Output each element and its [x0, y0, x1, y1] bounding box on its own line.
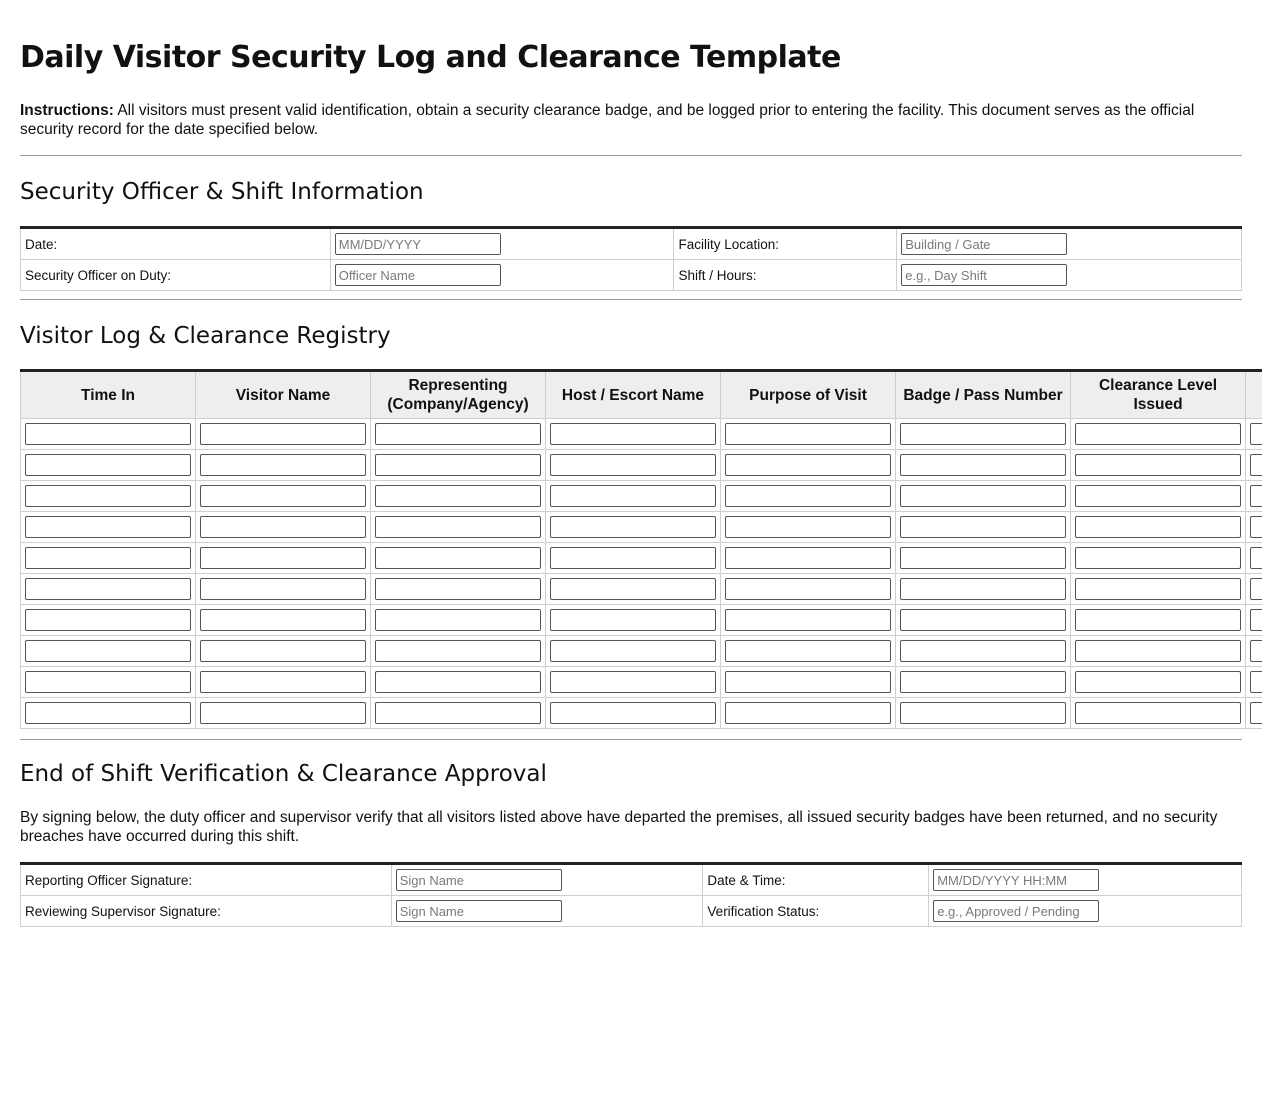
column-header [1246, 371, 1262, 419]
column-header: Clearance Level Issued [1071, 371, 1246, 419]
section-heading-visitor-log: Visitor Log & Clearance Registry [20, 323, 391, 349]
log-cell-input[interactable] [375, 516, 541, 538]
log-cell-input[interactable] [550, 702, 716, 724]
log-cell-input[interactable] [1250, 547, 1262, 569]
verification-status-input[interactable] [933, 900, 1099, 922]
log-cell-input[interactable] [725, 609, 891, 631]
log-cell-input[interactable] [1250, 454, 1262, 476]
facility-location-input[interactable] [901, 233, 1067, 255]
log-cell-input[interactable] [900, 547, 1066, 569]
log-cell-input[interactable] [25, 702, 191, 724]
date-time-input[interactable] [933, 869, 1099, 891]
divider [20, 739, 1242, 740]
visitor-log-body [21, 419, 1262, 729]
table-row [21, 543, 1262, 574]
visitor-log-header-row [21, 371, 1262, 419]
facility-location-label: Facility Location: [674, 228, 897, 260]
verification-table [20, 862, 1242, 927]
log-cell-input[interactable] [25, 485, 191, 507]
info-row [21, 228, 1242, 260]
log-cell-input[interactable] [375, 547, 541, 569]
reporting-officer-signature-input[interactable] [396, 869, 562, 891]
log-cell-input[interactable] [1075, 640, 1241, 662]
instructions-text [20, 101, 1242, 139]
log-cell-input[interactable] [900, 609, 1066, 631]
shift-hours-input[interactable] [901, 264, 1067, 286]
log-cell-input[interactable] [1075, 609, 1241, 631]
log-cell-input[interactable] [200, 516, 366, 538]
log-cell-input[interactable] [200, 609, 366, 631]
table-row [21, 605, 1262, 636]
date-label: Date: [21, 228, 331, 260]
log-cell-input[interactable] [725, 485, 891, 507]
reviewing-supervisor-signature-label: Reviewing Supervisor Signature: [21, 896, 392, 927]
log-cell-input[interactable] [375, 671, 541, 693]
log-cell-input[interactable] [725, 423, 891, 445]
log-cell-input[interactable] [200, 640, 366, 662]
log-cell-input[interactable] [1250, 609, 1262, 631]
table-row [21, 512, 1262, 543]
column-header: Visitor Name [196, 371, 371, 419]
log-cell-input[interactable] [1250, 702, 1262, 724]
verification-status-label: Verification Status: [703, 896, 929, 927]
log-cell-input[interactable] [550, 516, 716, 538]
log-cell-input[interactable] [1075, 454, 1241, 476]
log-cell-input[interactable] [375, 578, 541, 600]
reporting-officer-signature-label: Reporting Officer Signature: [21, 864, 392, 896]
log-cell-input[interactable] [25, 609, 191, 631]
log-cell-input[interactable] [25, 578, 191, 600]
log-cell-input[interactable] [550, 671, 716, 693]
instructions-label: Instructions: [20, 102, 114, 119]
verification-statement: By signing below, the duty officer and supervisor verify that all visitors listed above have departed the premises, all issued security badges have been returned, and no security breaches have occurred during this shift. [20, 809, 1218, 845]
log-cell-input[interactable] [900, 671, 1066, 693]
log-cell-input[interactable] [550, 640, 716, 662]
log-cell-input[interactable] [25, 454, 191, 476]
log-cell-input[interactable] [25, 671, 191, 693]
table-row [21, 667, 1262, 698]
column-header: Host / Escort Name [546, 371, 721, 419]
section-heading-officer: Security Officer & Shift Information [20, 179, 424, 205]
visitor-log-scroll-area [20, 369, 1262, 731]
officer-on-duty-label: Security Officer on Duty: [21, 260, 331, 291]
log-cell-input[interactable] [375, 454, 541, 476]
log-cell-input[interactable] [900, 423, 1066, 445]
table-row [21, 574, 1262, 605]
column-header: Badge / Pass Number [896, 371, 1071, 419]
log-cell-input[interactable] [375, 609, 541, 631]
log-cell-input[interactable] [725, 671, 891, 693]
log-cell-input[interactable] [200, 485, 366, 507]
log-cell-input[interactable] [200, 578, 366, 600]
info-row [21, 260, 1242, 291]
log-cell-input[interactable] [900, 640, 1066, 662]
log-cell-input[interactable] [1075, 516, 1241, 538]
log-cell-input[interactable] [900, 485, 1066, 507]
log-cell-input[interactable] [900, 454, 1066, 476]
log-cell-input[interactable] [25, 423, 191, 445]
table-row [21, 481, 1262, 512]
divider [20, 299, 1242, 300]
divider [20, 155, 1242, 156]
log-cell-input[interactable] [725, 454, 891, 476]
log-cell-input[interactable] [550, 454, 716, 476]
log-cell-input[interactable] [25, 640, 191, 662]
log-cell-input[interactable] [1250, 671, 1262, 693]
log-cell-input[interactable] [1250, 640, 1262, 662]
shift-hours-label: Shift / Hours: [674, 260, 897, 291]
log-cell-input[interactable] [550, 423, 716, 445]
log-cell-input[interactable] [25, 547, 191, 569]
verification-row [21, 896, 1242, 927]
log-cell-input[interactable] [1250, 578, 1262, 600]
column-header: Time In [21, 371, 196, 419]
log-cell-input[interactable] [725, 547, 891, 569]
log-cell-input[interactable] [725, 702, 891, 724]
log-cell-input[interactable] [200, 671, 366, 693]
log-cell-input[interactable] [1250, 516, 1262, 538]
log-cell-input[interactable] [900, 702, 1066, 724]
log-cell-input[interactable] [1075, 671, 1241, 693]
log-cell-input[interactable] [550, 578, 716, 600]
column-header: Representing (Company/Agency) [371, 371, 546, 419]
log-cell-input[interactable] [375, 423, 541, 445]
log-cell-input[interactable] [200, 547, 366, 569]
log-cell-input[interactable] [1075, 423, 1241, 445]
section-heading-verification: End of Shift Verification & Clearance Approval [20, 761, 547, 787]
log-cell-input[interactable] [25, 516, 191, 538]
log-cell-input[interactable] [375, 640, 541, 662]
column-header: Purpose of Visit [721, 371, 896, 419]
page-title: Daily Visitor Security Log and Clearance Template [20, 40, 841, 75]
log-cell-input[interactable] [1075, 702, 1241, 724]
log-cell-input[interactable] [1250, 423, 1262, 445]
date-time-label: Date & Time: [703, 864, 929, 896]
date-input[interactable] [335, 233, 501, 255]
log-cell-input[interactable] [1075, 485, 1241, 507]
officer-info-table [20, 226, 1242, 291]
visitor-log-table [20, 369, 1262, 729]
table-row [21, 698, 1262, 729]
log-cell-input[interactable] [375, 485, 541, 507]
log-cell-input[interactable] [900, 578, 1066, 600]
log-cell-input[interactable] [200, 454, 366, 476]
verification-row [21, 864, 1242, 896]
officer-name-input[interactable] [335, 264, 501, 286]
instructions-body: All visitors must present valid identification, obtain a security clearance badge, and be logged prior to entering the facility. This document serves as the official security record for the date specified below. [20, 102, 1195, 138]
reviewing-supervisor-signature-input[interactable] [396, 900, 562, 922]
log-cell-input[interactable] [725, 578, 891, 600]
log-cell-input[interactable] [1250, 485, 1262, 507]
log-cell-input[interactable] [550, 609, 716, 631]
log-cell-input[interactable] [900, 516, 1066, 538]
log-cell-input[interactable] [550, 547, 716, 569]
log-cell-input[interactable] [550, 485, 716, 507]
table-row [21, 636, 1262, 667]
log-cell-input[interactable] [725, 640, 891, 662]
table-row [21, 450, 1262, 481]
table-row [21, 419, 1262, 450]
log-cell-input[interactable] [200, 702, 366, 724]
log-cell-input[interactable] [375, 702, 541, 724]
log-cell-input[interactable] [1075, 578, 1241, 600]
log-cell-input[interactable] [1075, 547, 1241, 569]
log-cell-input[interactable] [200, 423, 366, 445]
log-cell-input[interactable] [725, 516, 891, 538]
